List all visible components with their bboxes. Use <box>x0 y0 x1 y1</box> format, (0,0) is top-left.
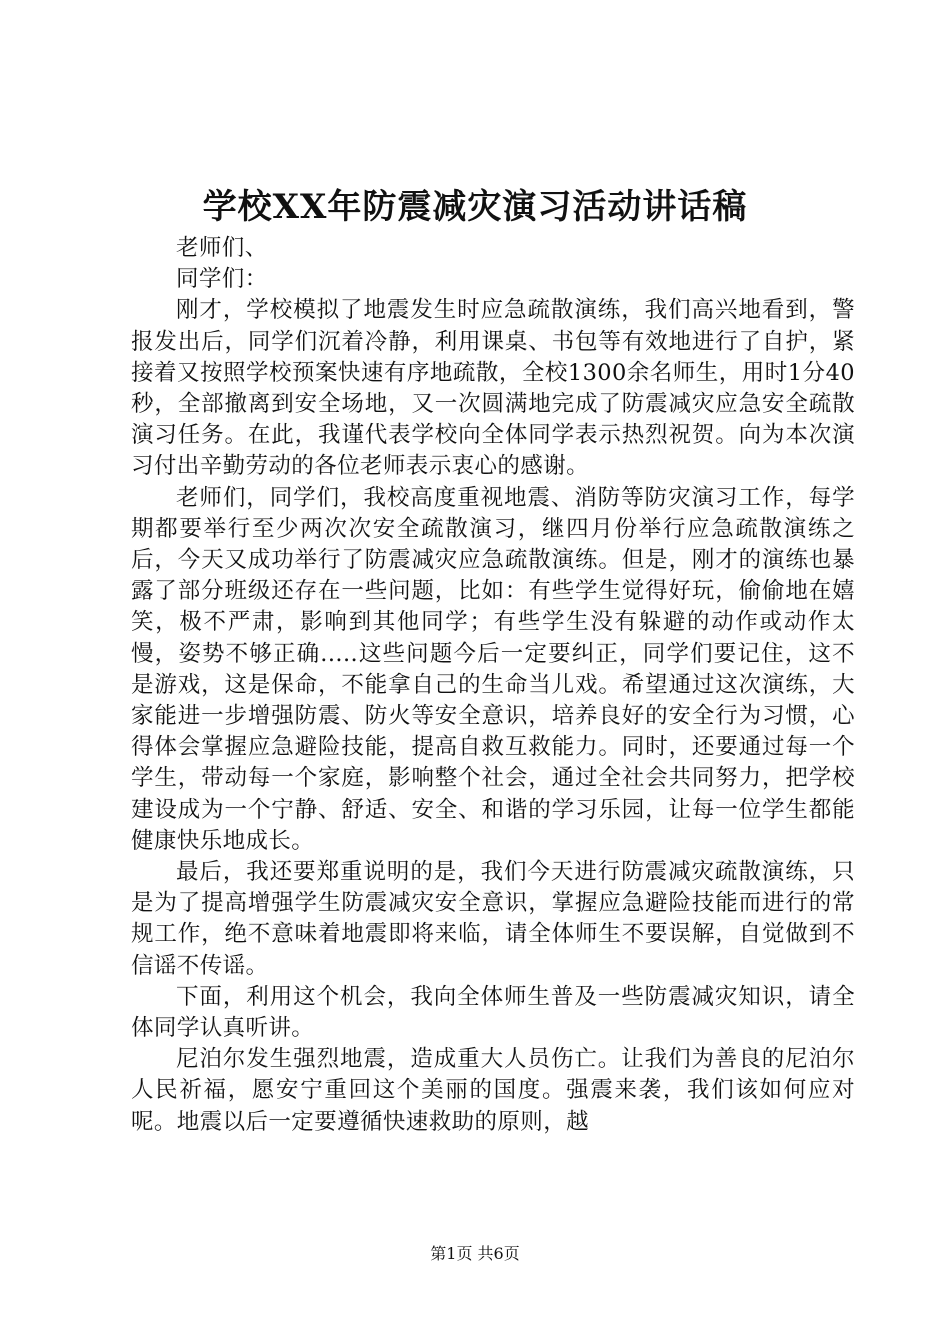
salutation-students: 同学们： <box>176 266 268 293</box>
document-title: 学校XX年防震减灾演习活动讲话稿 <box>202 187 748 227</box>
salutation-teachers: 老师们、 <box>176 235 268 261</box>
page-indicator: 第1页 共6页 <box>430 1244 520 1263</box>
document-body <box>131 233 855 1138</box>
paragraph-drill-summary: 刚才，学校模拟了地震发生时应急疏散演练，我们高兴地看到，警报发出后，同学们沉着冷静，利用课桌、书包等有效地进行了自护，紧接着又按照学校预案快速有序地疏散，全校1300余名师生，用时1分40秒，全部撤离到安全场地，又一次圆满地完成了防震减灾应急安全疏散演习任务。在此，我谨代表学校向全体同学表示热烈祝贺。向为本次演习付出辛勤劳动的各位老师表示衷心的感谢。 <box>131 297 855 480</box>
paragraph-problems: 老师们，同学们，我校高度重视地震、消防等防灾演习工作，每学期都要举行至少两次次安全疏散演习，继四月份举行应急疏散演练之后，今天又成功举行了防震减灾应急疏散演练。但是，刚才的演练也暴露了部分班级还存在一些问题，比如：有些学生觉得好玩，偷偷地在嬉笑，极不严肃，影响到其他同学；有些学生没有躲避的动作或动作太慢，姿势不够正确.....这些问题今后一定要纠正，同学们要记住，这不是游戏，这是保命，不能拿自己的生命当儿戏。希望通过这次演练，大家能进一步增强防震、防火等安全意识，培养良好的安全行为习惯，心得体会掌握应急避险技能，提高自救互救能力。同时，还要通过每一个学生，带动每一个家庭，影响整个社会，通过全社会共同努力，把学校建设成为一个宁静、舒适、安全、和谐的学习乐园，让每一位学生都能健康快乐地成长。 <box>131 484 855 854</box>
paragraph-knowledge-intro: 下面，利用这个机会，我向全体师生普及一些防震减灾知识，请全体同学认真听讲。 <box>131 983 855 1042</box>
paragraph-nepal: 尼泊尔发生强烈地震，造成重大人员伤亡。让我们为善良的尼泊尔人民祈福，愿安宁重回这个美丽的国度。强震来袭，我们该如何应对呢。地震以后一定要遵循快速救助的原则，越 <box>131 1046 855 1135</box>
paragraph-clarification: 最后，我还要郑重说明的是，我们今天进行防震减灾疏散演练，只是为了提高增强学生防震减灾安全意识，掌握应急避险技能而进行的常规工作，绝不意味着地震即将来临，请全体师生不要误解，自觉做到不信谣不传谣。 <box>131 859 855 979</box>
